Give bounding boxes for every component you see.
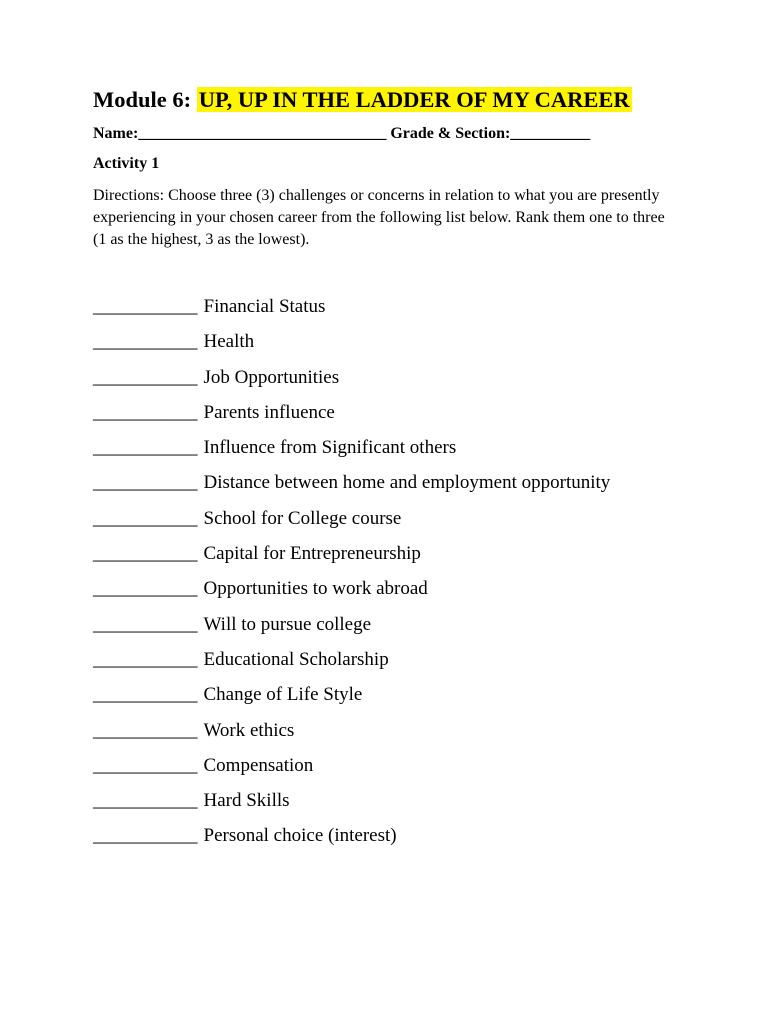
rank-blank[interactable]: ___________ <box>93 401 198 423</box>
name-field[interactable]: Name:_______________________________ <box>93 125 387 142</box>
activity-title: Activity 1 <box>93 155 160 172</box>
rank-blank[interactable]: ___________ <box>93 825 198 847</box>
rank-blank[interactable]: ___________ <box>93 754 198 776</box>
module-title-highlight: UP, UP IN THE LADDER OF MY CAREER <box>198 87 630 112</box>
list-item <box>93 823 675 848</box>
rank-blank[interactable]: ___________ <box>93 790 198 812</box>
rank-blank[interactable]: ___________ <box>93 578 198 600</box>
list-item <box>93 788 675 813</box>
module-prefix: Module 6: <box>93 87 197 112</box>
item-label: Change of Life Style <box>203 684 363 706</box>
item-label: Opportunities to work abroad <box>203 578 428 600</box>
item-label: Will to pursue college <box>203 613 372 635</box>
list-item <box>93 682 675 707</box>
rank-blank[interactable]: ___________ <box>93 613 198 635</box>
module-title <box>93 86 632 114</box>
list-item <box>93 647 675 672</box>
rank-blank[interactable]: ___________ <box>93 331 198 353</box>
rank-blank[interactable]: ___________ <box>93 437 198 459</box>
list-item <box>93 329 675 354</box>
ranking-list <box>93 294 675 859</box>
directions-text: Directions: Choose three (3) challenges or concerns in relation to what you are presently experiencing in your chosen career from the following list below. Rank them one to three (1 as the highest, 3 as the lowest). <box>93 187 665 248</box>
item-label: Personal choice (interest) <box>203 825 397 847</box>
rank-blank[interactable]: ___________ <box>93 507 198 529</box>
item-label: Educational Scholarship <box>203 648 389 670</box>
list-item <box>93 753 675 778</box>
item-label: Capital for Entrepreneurship <box>203 543 421 565</box>
list-item <box>93 541 675 566</box>
item-label: Health <box>203 331 255 353</box>
rank-blank[interactable]: ___________ <box>93 719 198 741</box>
rank-blank[interactable]: ___________ <box>93 648 198 670</box>
item-label: Compensation <box>203 754 314 776</box>
list-item <box>93 612 675 637</box>
list-item <box>93 365 675 390</box>
list-item <box>93 576 675 601</box>
item-label: Parents influence <box>203 401 335 423</box>
list-item <box>93 435 675 460</box>
rank-blank[interactable]: ___________ <box>93 684 198 706</box>
list-item <box>93 400 675 425</box>
rank-blank[interactable]: ___________ <box>93 296 198 317</box>
item-label: Financial Status <box>203 296 326 317</box>
rank-blank[interactable]: ___________ <box>93 472 198 494</box>
list-item <box>93 506 675 531</box>
list-item <box>93 294 675 319</box>
rank-blank[interactable]: ___________ <box>93 543 198 565</box>
name-grade-line <box>93 124 590 144</box>
item-label: Influence from Significant others <box>203 437 457 459</box>
item-label: School for College course <box>203 507 402 529</box>
list-item <box>93 470 675 495</box>
item-label: Job Opportunities <box>203 366 340 388</box>
item-label: Work ethics <box>203 719 295 741</box>
grade-section-field[interactable]: Grade & Section:__________ <box>390 125 591 142</box>
item-label: Hard Skills <box>203 790 290 812</box>
item-label: Distance between home and employment opportunity <box>203 472 611 494</box>
list-item <box>93 718 675 743</box>
rank-blank[interactable]: ___________ <box>93 366 198 388</box>
